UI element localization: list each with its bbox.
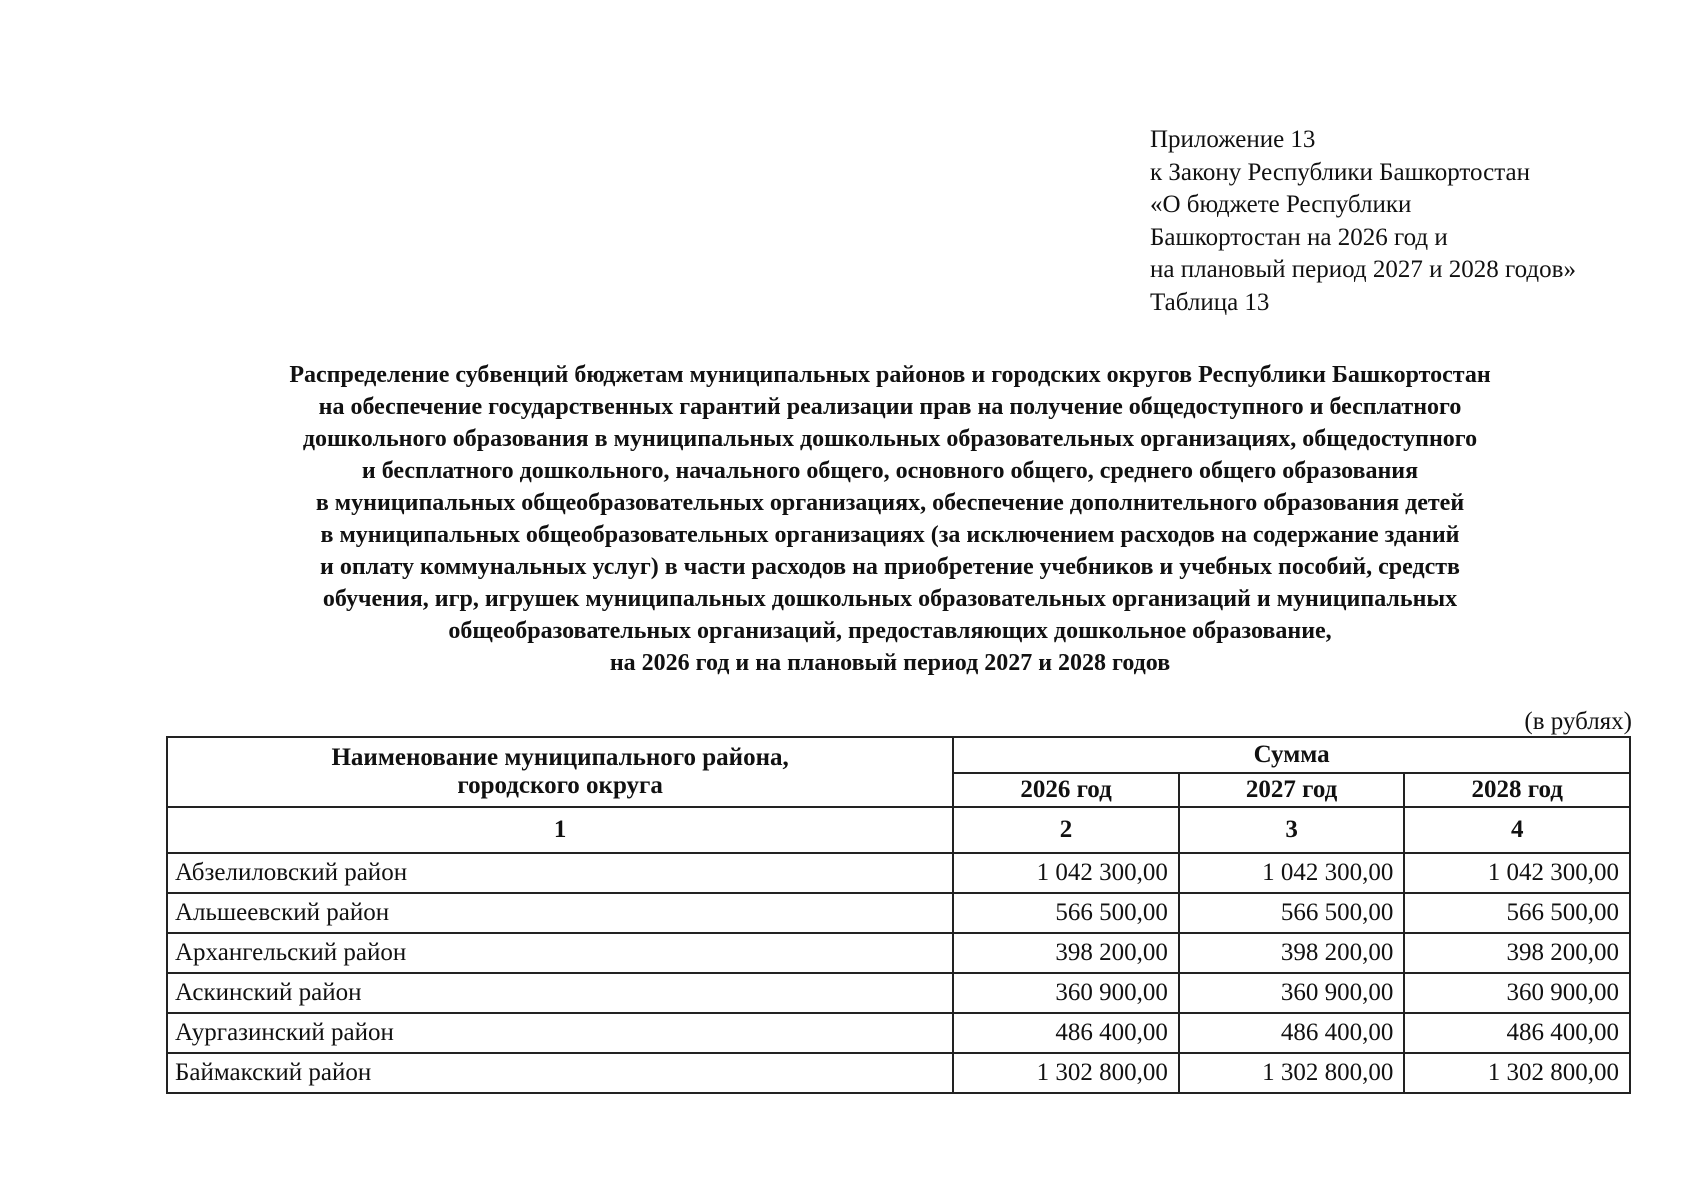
amount-2026: 398 200,00 bbox=[953, 933, 1179, 973]
district-name: Альшеевский район bbox=[167, 893, 953, 933]
header-name-line: городского округа bbox=[457, 772, 663, 799]
title-line: и бесплатного дошкольного, начального общего, основного общего, среднего общего образования bbox=[361, 458, 1419, 484]
title-line: на обеспечение государственных гарантий реализации прав на получение общедоступного и бесплатного bbox=[318, 394, 1462, 420]
amount-2028: 1 302 800,00 bbox=[1404, 1053, 1630, 1093]
amount-2028: 1 042 300,00 bbox=[1404, 853, 1630, 893]
table-row bbox=[167, 1013, 1630, 1053]
header-sum-cell: Сумма bbox=[953, 737, 1630, 773]
amount-2026: 566 500,00 bbox=[953, 893, 1179, 933]
table-row bbox=[167, 973, 1630, 1013]
table-row bbox=[167, 853, 1630, 893]
units-label: (в рублях) bbox=[1524, 708, 1632, 735]
amount-2027: 1 302 800,00 bbox=[1179, 1053, 1405, 1093]
appendix-line: «О бюджете Республики bbox=[1150, 191, 1412, 218]
title-line: общеобразовательных организаций, предоставляющих дошкольное образование, bbox=[448, 618, 1332, 644]
amount-2027: 1 042 300,00 bbox=[1179, 853, 1405, 893]
header-year-2027: 2027 год bbox=[1179, 773, 1405, 807]
title-line: на 2026 год и на плановый период 2027 и 2028 годов bbox=[609, 650, 1171, 676]
district-name: Аургазинский район bbox=[167, 1013, 953, 1053]
header-name-cell bbox=[167, 737, 953, 807]
appendix-line: Башкортостан на 2026 год и bbox=[1150, 223, 1448, 251]
district-name: Абзелиловский район bbox=[167, 853, 953, 893]
title-line: и оплату коммунальных услуг) в части расходов на приобретение учебников и учебных пособий, средств bbox=[320, 554, 1460, 580]
table-row bbox=[167, 893, 1630, 933]
document-title bbox=[160, 359, 1620, 679]
appendix-line: на плановый период 2027 и 2028 годов» bbox=[1150, 256, 1576, 283]
amount-2028: 398 200,00 bbox=[1404, 933, 1630, 973]
column-number: 1 bbox=[167, 807, 953, 853]
column-number-row bbox=[167, 807, 1630, 853]
amount-2027: 360 900,00 bbox=[1179, 973, 1405, 1013]
title-line: обучения, игр, игрушек муниципальных дошкольных образовательных организаций и муниципальных bbox=[322, 586, 1458, 612]
amount-2027: 486 400,00 bbox=[1179, 1013, 1405, 1053]
title-line: дошкольного образования в муниципальных дошкольных образовательных организациях, общедоступного bbox=[302, 426, 1478, 452]
appendix-block bbox=[1150, 124, 1576, 319]
amount-2026: 486 400,00 bbox=[953, 1013, 1179, 1053]
district-name: Баймакский район bbox=[167, 1053, 953, 1093]
amount-2027: 398 200,00 bbox=[1179, 933, 1405, 973]
header-year-2028: 2028 год bbox=[1404, 773, 1630, 807]
title-line: в муниципальных общеобразовательных организациях (за исключением расходов на содержание зданий bbox=[320, 522, 1460, 548]
district-name: Аскинский район bbox=[167, 973, 953, 1013]
amount-2028: 360 900,00 bbox=[1404, 973, 1630, 1013]
column-number: 2 bbox=[953, 807, 1179, 853]
appendix-line: Приложение 13 bbox=[1150, 126, 1316, 153]
table-row bbox=[167, 1053, 1630, 1093]
column-number: 3 bbox=[1179, 807, 1405, 853]
title-line: в муниципальных общеобразовательных организациях, обеспечение дополнительного образования детей bbox=[315, 490, 1465, 516]
appendix-line: к Закону Республики Башкортостан bbox=[1150, 158, 1530, 186]
amount-2026: 360 900,00 bbox=[953, 973, 1179, 1013]
amount-2028: 486 400,00 bbox=[1404, 1013, 1630, 1053]
amount-2026: 1 042 300,00 bbox=[953, 853, 1179, 893]
header-year-2026: 2026 год bbox=[953, 773, 1179, 807]
district-name: Архангельский район bbox=[167, 933, 953, 973]
amount-2026: 1 302 800,00 bbox=[953, 1053, 1179, 1093]
subventions-table bbox=[166, 736, 1631, 1094]
amount-2027: 566 500,00 bbox=[1179, 893, 1405, 933]
appendix-line: Таблица 13 bbox=[1150, 288, 1270, 316]
header-name-line: Наименование муниципального района, bbox=[331, 744, 789, 771]
column-number: 4 bbox=[1404, 807, 1630, 853]
title-line: Распределение субвенций бюджетам муниципальных районов и городских округов Республики Башкортостан bbox=[289, 362, 1491, 388]
amount-2028: 566 500,00 bbox=[1404, 893, 1630, 933]
table-row bbox=[167, 933, 1630, 973]
